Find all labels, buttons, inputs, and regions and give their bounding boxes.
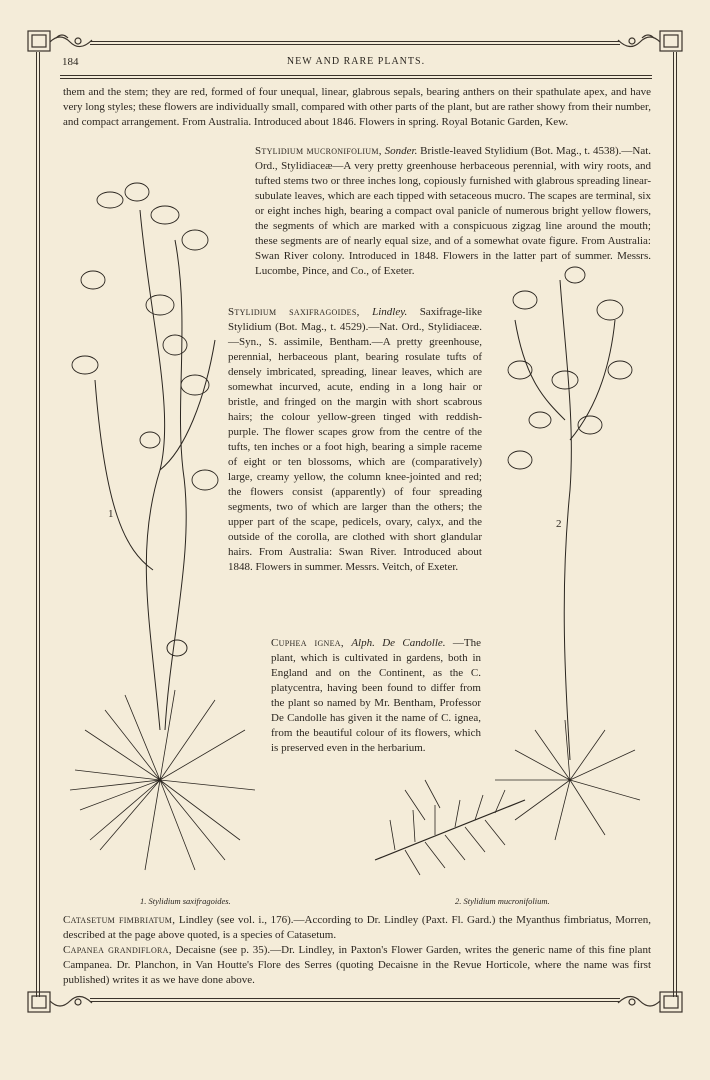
corner-ornament-top-right xyxy=(614,28,684,58)
illustration-stylidium-mucronifolium xyxy=(365,260,650,885)
page-header xyxy=(60,56,652,72)
figure-number-1: 1 xyxy=(108,508,114,520)
paragraph-text: Decaisne (see p. 35).—Dr. Lindley, in Paxton's Flower Garden, writes the generic name of this fine plant Campanea. Dr. Planchon, in Van Houtte's Flore des Serres (quoting Decaisne in the Revue Horticole, where the name was first published) writes it as we have done above. xyxy=(63,944,651,986)
figure-number-2: 2 xyxy=(556,518,562,530)
species-name: Stylidium saxifragoides, xyxy=(228,306,360,318)
frame-bottom-rule xyxy=(90,998,620,999)
figure-caption-2: 2. Stylidium mucronifolium. xyxy=(455,896,550,906)
paragraph-capanea-grandiflora xyxy=(63,943,651,988)
frame-right-rule xyxy=(673,52,674,997)
corner-ornament-bottom-left xyxy=(26,986,96,1016)
page-number: 184 xyxy=(62,56,79,68)
species-name: Stylidium mucronifolium, xyxy=(255,145,382,157)
frame-right-rule-inner xyxy=(676,52,677,997)
illustration-stylidium-saxifragoides xyxy=(65,170,265,890)
paragraph-continued xyxy=(63,85,651,130)
frame-top-rule-inner xyxy=(90,44,620,45)
author-name: Lindley. xyxy=(372,306,408,318)
paragraph-text: Bristle-leaved Stylidium (Bot. Mag., t. 4538).—Nat. Ord., Stylidiaceæ—A very pretty greenhouse herbaceous perennial, with wiry roots, and tufted stems two or three inches long, copiously furnished with glabrous spreading linear-subulate leaves, which are each tipped with setaceous mucro. The scapes are terminal, six or eight inches high, bearing a compact oval panicle of numerous bright yellow flowers, the segments of which are marked with a conspicuous zigzag line around the mouth; these segments are of nearly equal size, and of a somewhat ovate figure. From Australia: Swan River colony. Introduced in 1848. Flowers in the latter part of summer. Messrs. Lucombe, Pince, and Co., of Exeter. xyxy=(255,145,652,277)
frame-top-rule xyxy=(90,41,620,42)
paragraph-stylidium-mucronifolium xyxy=(255,144,651,279)
frame-left-rule xyxy=(36,52,37,997)
frame-left-rule-inner xyxy=(39,52,40,997)
paragraph-text: Saxifrage-like Stylidium (Bot. Mag., t. 4529).—Nat. Ord., Stylidiaceæ.—Syn., S. assimile, Bentham.—A pretty greenhouse, perennial, herbaceous plant, bearing rosulate tufts of densely imbricated, spreading, linear leaves, which are somewhat incurved, acute, ending in a long hair or bristle, and fringed on the margin with short scabrous hairs; the colour yellow-green tinged with reddish-purple. The flower scapes grow from the centre of the tufts, ten inches or a foot high, bearing a simple raceme of eight or ten blossoms, which are (comparatively) large, creamy yellow, the column knee-jointed and red; the flowers consist (apparently) of four spreading segments, two of which are larger than the others; the upper part of the scape, pedicels, ovary, calyx, and the outside of the corolla, are clothed with short glandular hairs. From Australia: Swan River. Introduced about 1848. Flowers in summer. Messrs. Veitch, of Exeter. xyxy=(228,306,482,573)
frame-bottom-rule-inner xyxy=(90,1001,620,1002)
corner-ornament-top-left xyxy=(26,28,96,58)
corner-ornament-bottom-right xyxy=(614,986,684,1016)
author-name: Alph. De Candolle. xyxy=(351,637,446,649)
header-rule xyxy=(60,75,652,76)
running-head: NEW AND RARE PLANTS. xyxy=(286,56,426,67)
species-name: Cuphea ignea, xyxy=(271,637,344,649)
species-name: Capanea grandiflora, xyxy=(63,944,172,956)
species-name: Catasetum fimbriatum, xyxy=(63,914,176,926)
paragraph-text: —The plant, which is cultivated in gardens, both in England and on the Continent, as the C. platycentra, having been found to differ from the plant so named by Mr. Bentham, Professor De Candolle has given it the name of C. ignea, from the beautiful colour of its flowers, which is preserved even in the herbarium. xyxy=(271,637,482,754)
header-rule-2 xyxy=(60,78,652,79)
paragraph-text: them and the stem; they are red, formed of four unequal, linear, glabrous sepals, bearing anthers on their spathulate apex, and have very long styles; these flowers are individually small, compared with other parts of the plant, but are rather showy from their number, and compact arrangement. From Australia. Introduced about 1846. Flowers in spring. Royal Botanic Garden, Kew. xyxy=(63,86,651,128)
author-name: Sonder. xyxy=(384,145,418,157)
figure-caption-1: 1. Stylidium saxifragoides. xyxy=(140,896,231,906)
paragraph-catasetum-fimbriatum xyxy=(63,913,651,943)
paragraph-text: Lindley (see vol. i., 176).—According to Dr. Lindley (Paxt. Fl. Gard.) the Myanthus fimbriatus, Morren, described at the page above quoted, is a species of Catasetum. xyxy=(63,914,651,941)
